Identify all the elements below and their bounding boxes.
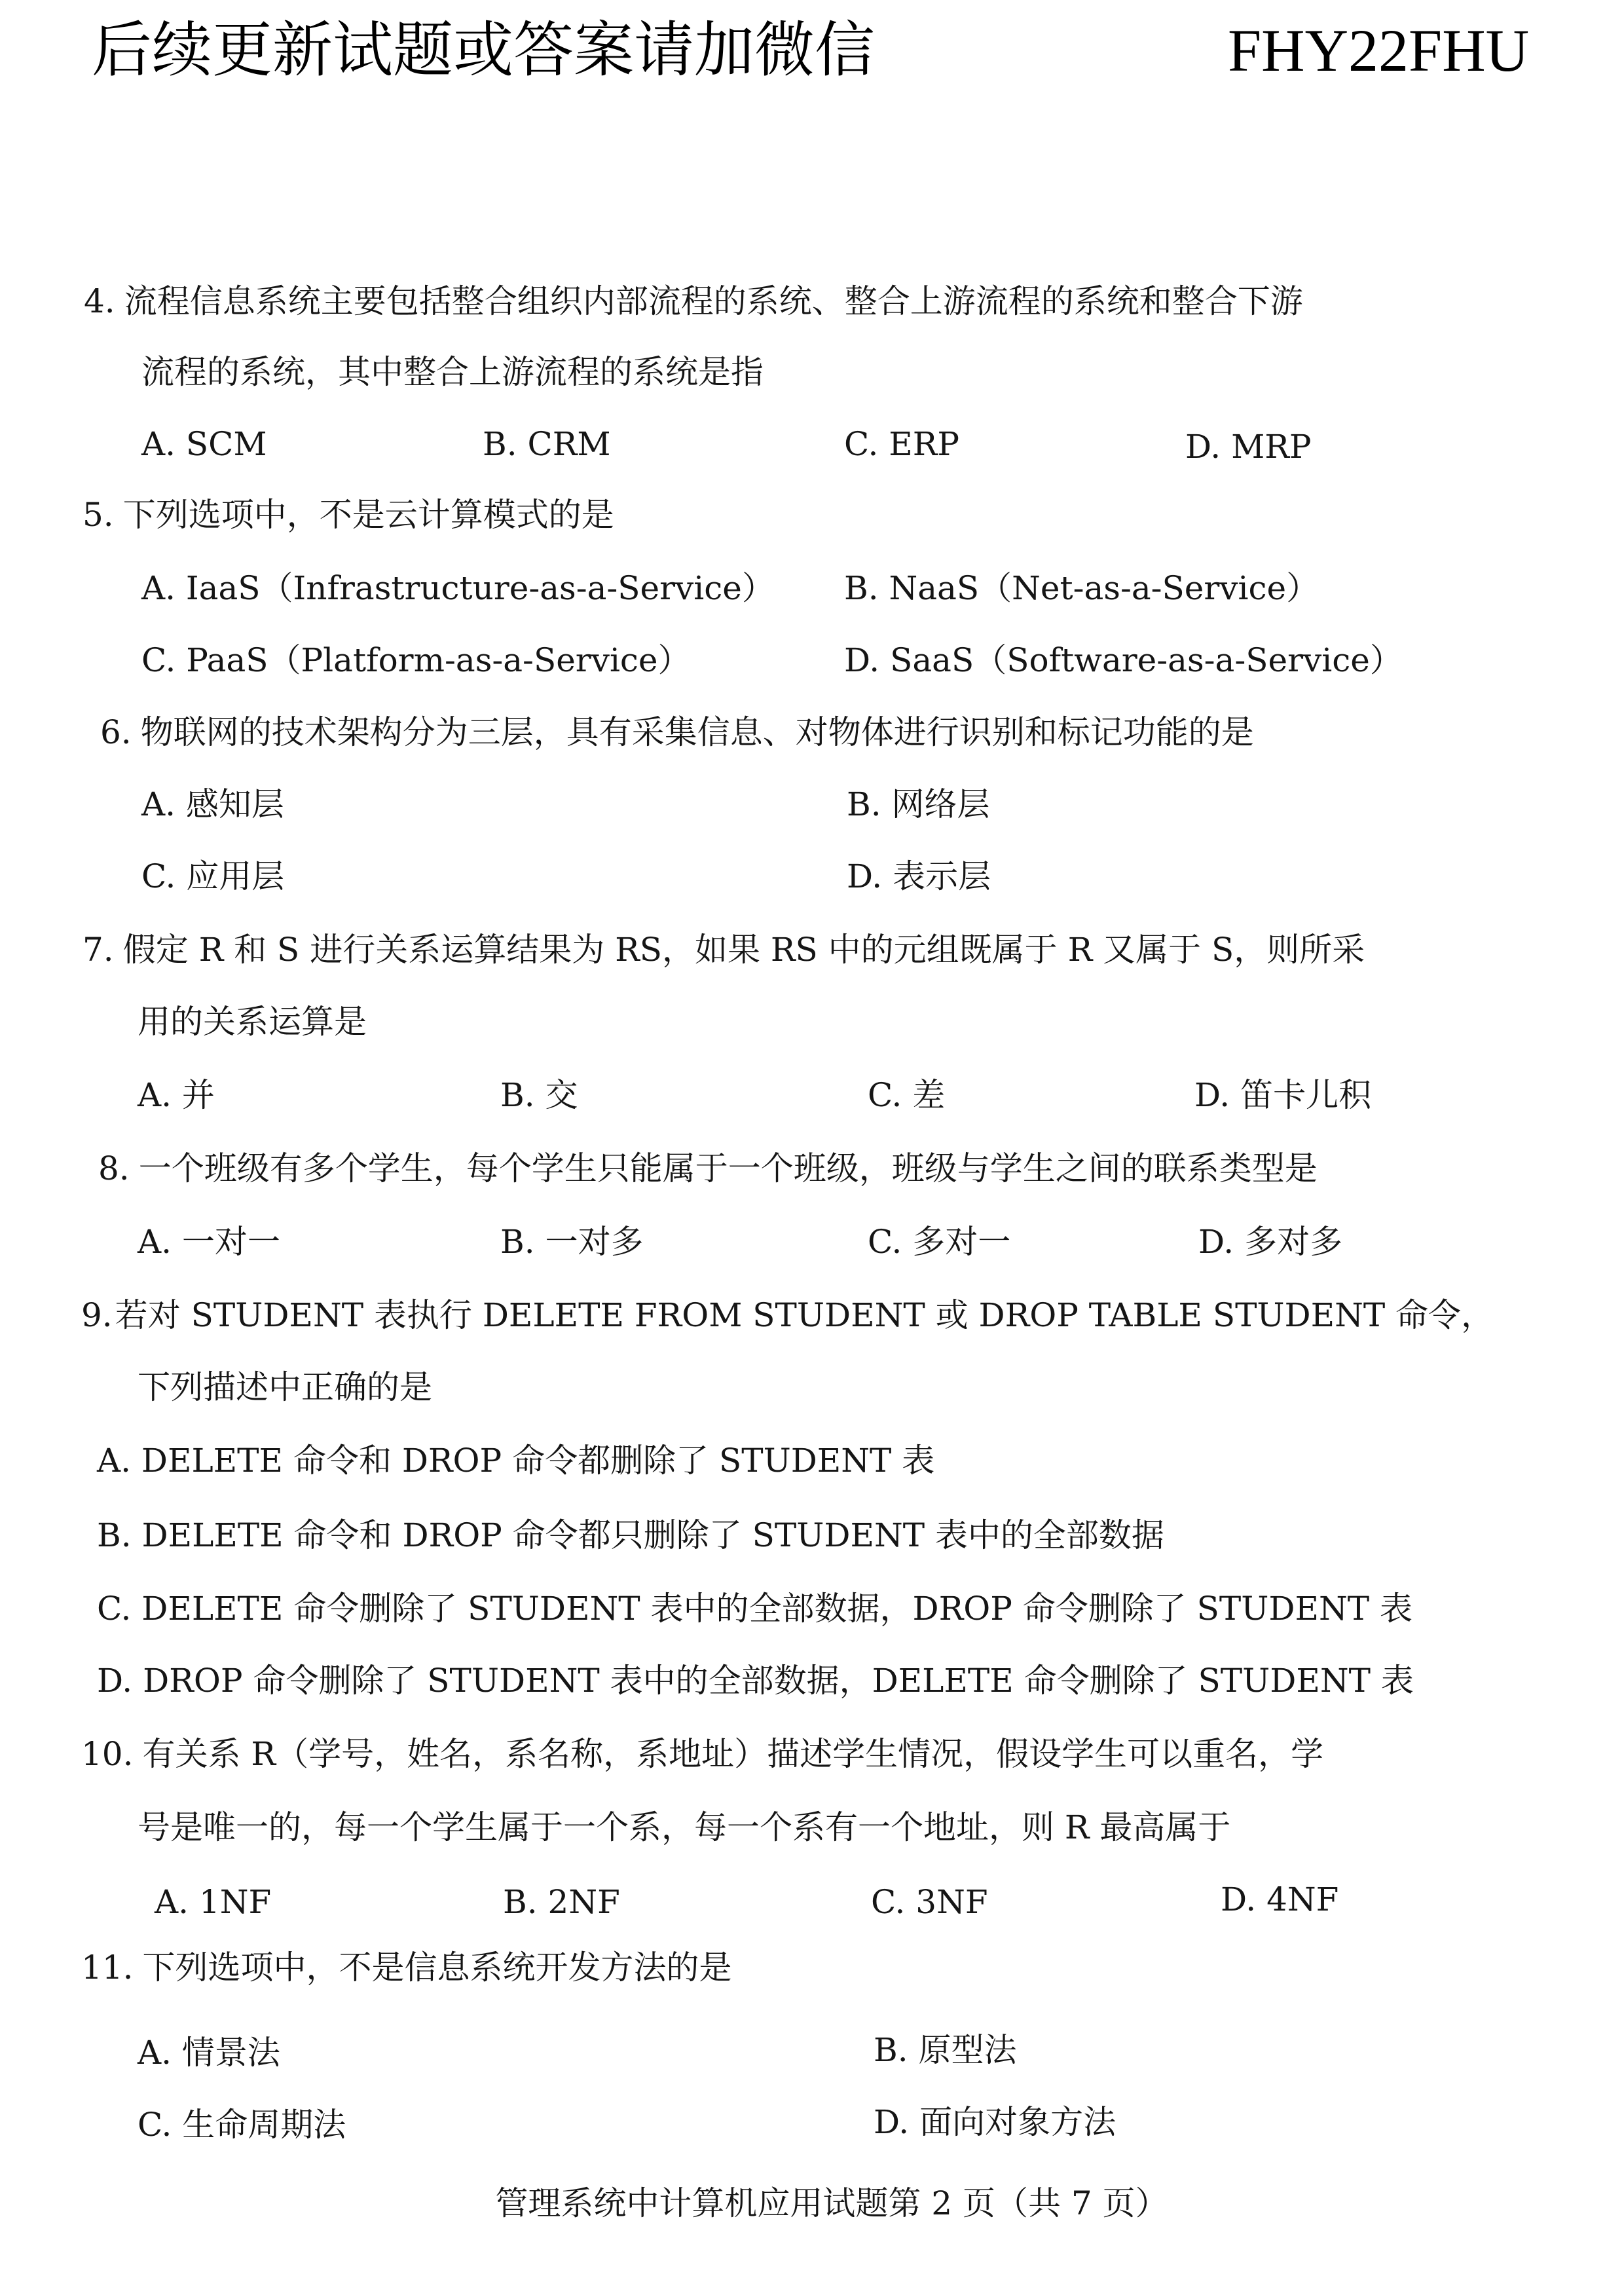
question-11 — [81, 1948, 732, 1987]
option-b: B. NaaS（Net-as-a-Service） — [844, 569, 1320, 607]
option-a: A. IaaS（Infrastructure-as-a-Service） — [141, 569, 775, 607]
option-d: D. 4NF — [1221, 1880, 1339, 1918]
option-c: C. 3NF — [871, 1883, 988, 1921]
option-b: B. 原型法 — [874, 2031, 1017, 2069]
option-c: C. ERP — [844, 425, 960, 463]
page-footer: 管理系统中计算机应用试题第 2 页（共 7 页） — [495, 2184, 1168, 2222]
option-a: A. 一对一 — [138, 1223, 280, 1261]
option-d: D. SaaS（Software-as-a-Service） — [844, 641, 1403, 679]
question-number: 10. — [81, 1735, 134, 1773]
question-number: 4. — [84, 282, 115, 320]
option-b: B. 2NF — [503, 1883, 620, 1921]
question-text-cont: 流程的系统，其中整合上游流程的系统是指 — [141, 353, 764, 391]
question-6 — [100, 713, 1254, 752]
option-b: B. CRM — [483, 425, 611, 463]
option-a: A. 情景法 — [138, 2034, 280, 2072]
option-d: D. 面向对象方法 — [874, 2103, 1116, 2141]
question-number: 8. — [98, 1149, 130, 1187]
option-d: D. MRP — [1185, 428, 1312, 466]
question-number: 11. — [81, 1949, 134, 1987]
option-b: B. 网络层 — [847, 785, 990, 823]
option-a: A. 并 — [138, 1076, 215, 1114]
question-4 — [84, 282, 1303, 321]
question-text: 流程信息系统主要包括整合组织内部流程的系统、整合上游流程的系统和整合下游 — [124, 282, 1303, 320]
option-a: A. 1NF — [155, 1883, 272, 1921]
option-a: A. DELETE 命令和 DROP 命令都删除了 STUDENT 表 — [97, 1442, 935, 1480]
question-text: 下列选项中，不是云计算模式的是 — [122, 496, 614, 534]
option-c: C. 生命周期法 — [138, 2106, 346, 2144]
question-8 — [98, 1149, 1318, 1188]
question-10 — [81, 1734, 1323, 1774]
option-d: D. DROP 命令删除了 STUDENT 表中的全部数据，DELETE 命令删除了 STUDENT 表 — [97, 1662, 1414, 1700]
option-d: D. 多对多 — [1198, 1223, 1343, 1261]
option-a: A. SCM — [141, 425, 267, 463]
question-text: 物联网的技术架构分为三层，具有采集信息、对物体进行识别和标记功能的是 — [140, 713, 1254, 751]
header-notice: 后续更新试题或答案请加微信 — [92, 17, 876, 84]
option-c: C. PaaS（Platform-as-a-Service） — [141, 641, 691, 679]
question-text-cont: 用的关系运算是 — [138, 1003, 367, 1041]
question-text-cont: 下列描述中正确的是 — [138, 1368, 432, 1406]
option-d: D. 笛卡儿积 — [1194, 1076, 1372, 1114]
option-b: B. DELETE 命令和 DROP 命令都只删除了 STUDENT 表中的全部数据 — [97, 1516, 1164, 1554]
question-text-cont: 号是唯一的，每一个学生属于一个系，每一个系有一个地址，则 R 最高属于 — [138, 1808, 1231, 1846]
option-c: C. DELETE 命令删除了 STUDENT 表中的全部数据，DROP 命令删除了 STUDENT 表 — [97, 1590, 1412, 1628]
option-d: D. 表示层 — [847, 857, 991, 895]
option-c: C. 应用层 — [141, 857, 285, 895]
header-wechat-id: FHY22FHU — [1228, 17, 1530, 84]
question-text: 一个班级有多个学生，每个学生只能属于一个班级，班级与学生之间的联系类型是 — [138, 1149, 1318, 1187]
option-c: C. 差 — [868, 1076, 946, 1114]
question-text: 假定 R 和 S 进行关系运算结果为 RS，如果 RS 中的元组既属于 R 又属于 S，则所采 — [122, 931, 1365, 969]
option-b: B. 一对多 — [500, 1223, 644, 1261]
question-number: 7. — [83, 931, 114, 969]
question-text: 若对 STUDENT 表执行 DELETE FROM STUDENT 或 DROP TABLE STUDENT 命令， — [115, 1296, 1494, 1334]
question-5 — [83, 495, 614, 534]
question-9 — [81, 1296, 1494, 1335]
question-number: 9. — [81, 1296, 113, 1334]
question-number: 5. — [83, 496, 114, 534]
option-c: C. 多对一 — [868, 1223, 1011, 1261]
question-number: 6. — [100, 713, 132, 751]
question-text: 有关系 R（学号，姓名，系名称，系地址）描述学生情况，假设学生可以重名，学 — [142, 1735, 1324, 1773]
question-text: 下列选项中，不是信息系统开发方法的是 — [142, 1949, 732, 1987]
option-a: A. 感知层 — [141, 785, 284, 823]
option-b: B. 交 — [500, 1076, 578, 1114]
question-7 — [83, 930, 1365, 969]
